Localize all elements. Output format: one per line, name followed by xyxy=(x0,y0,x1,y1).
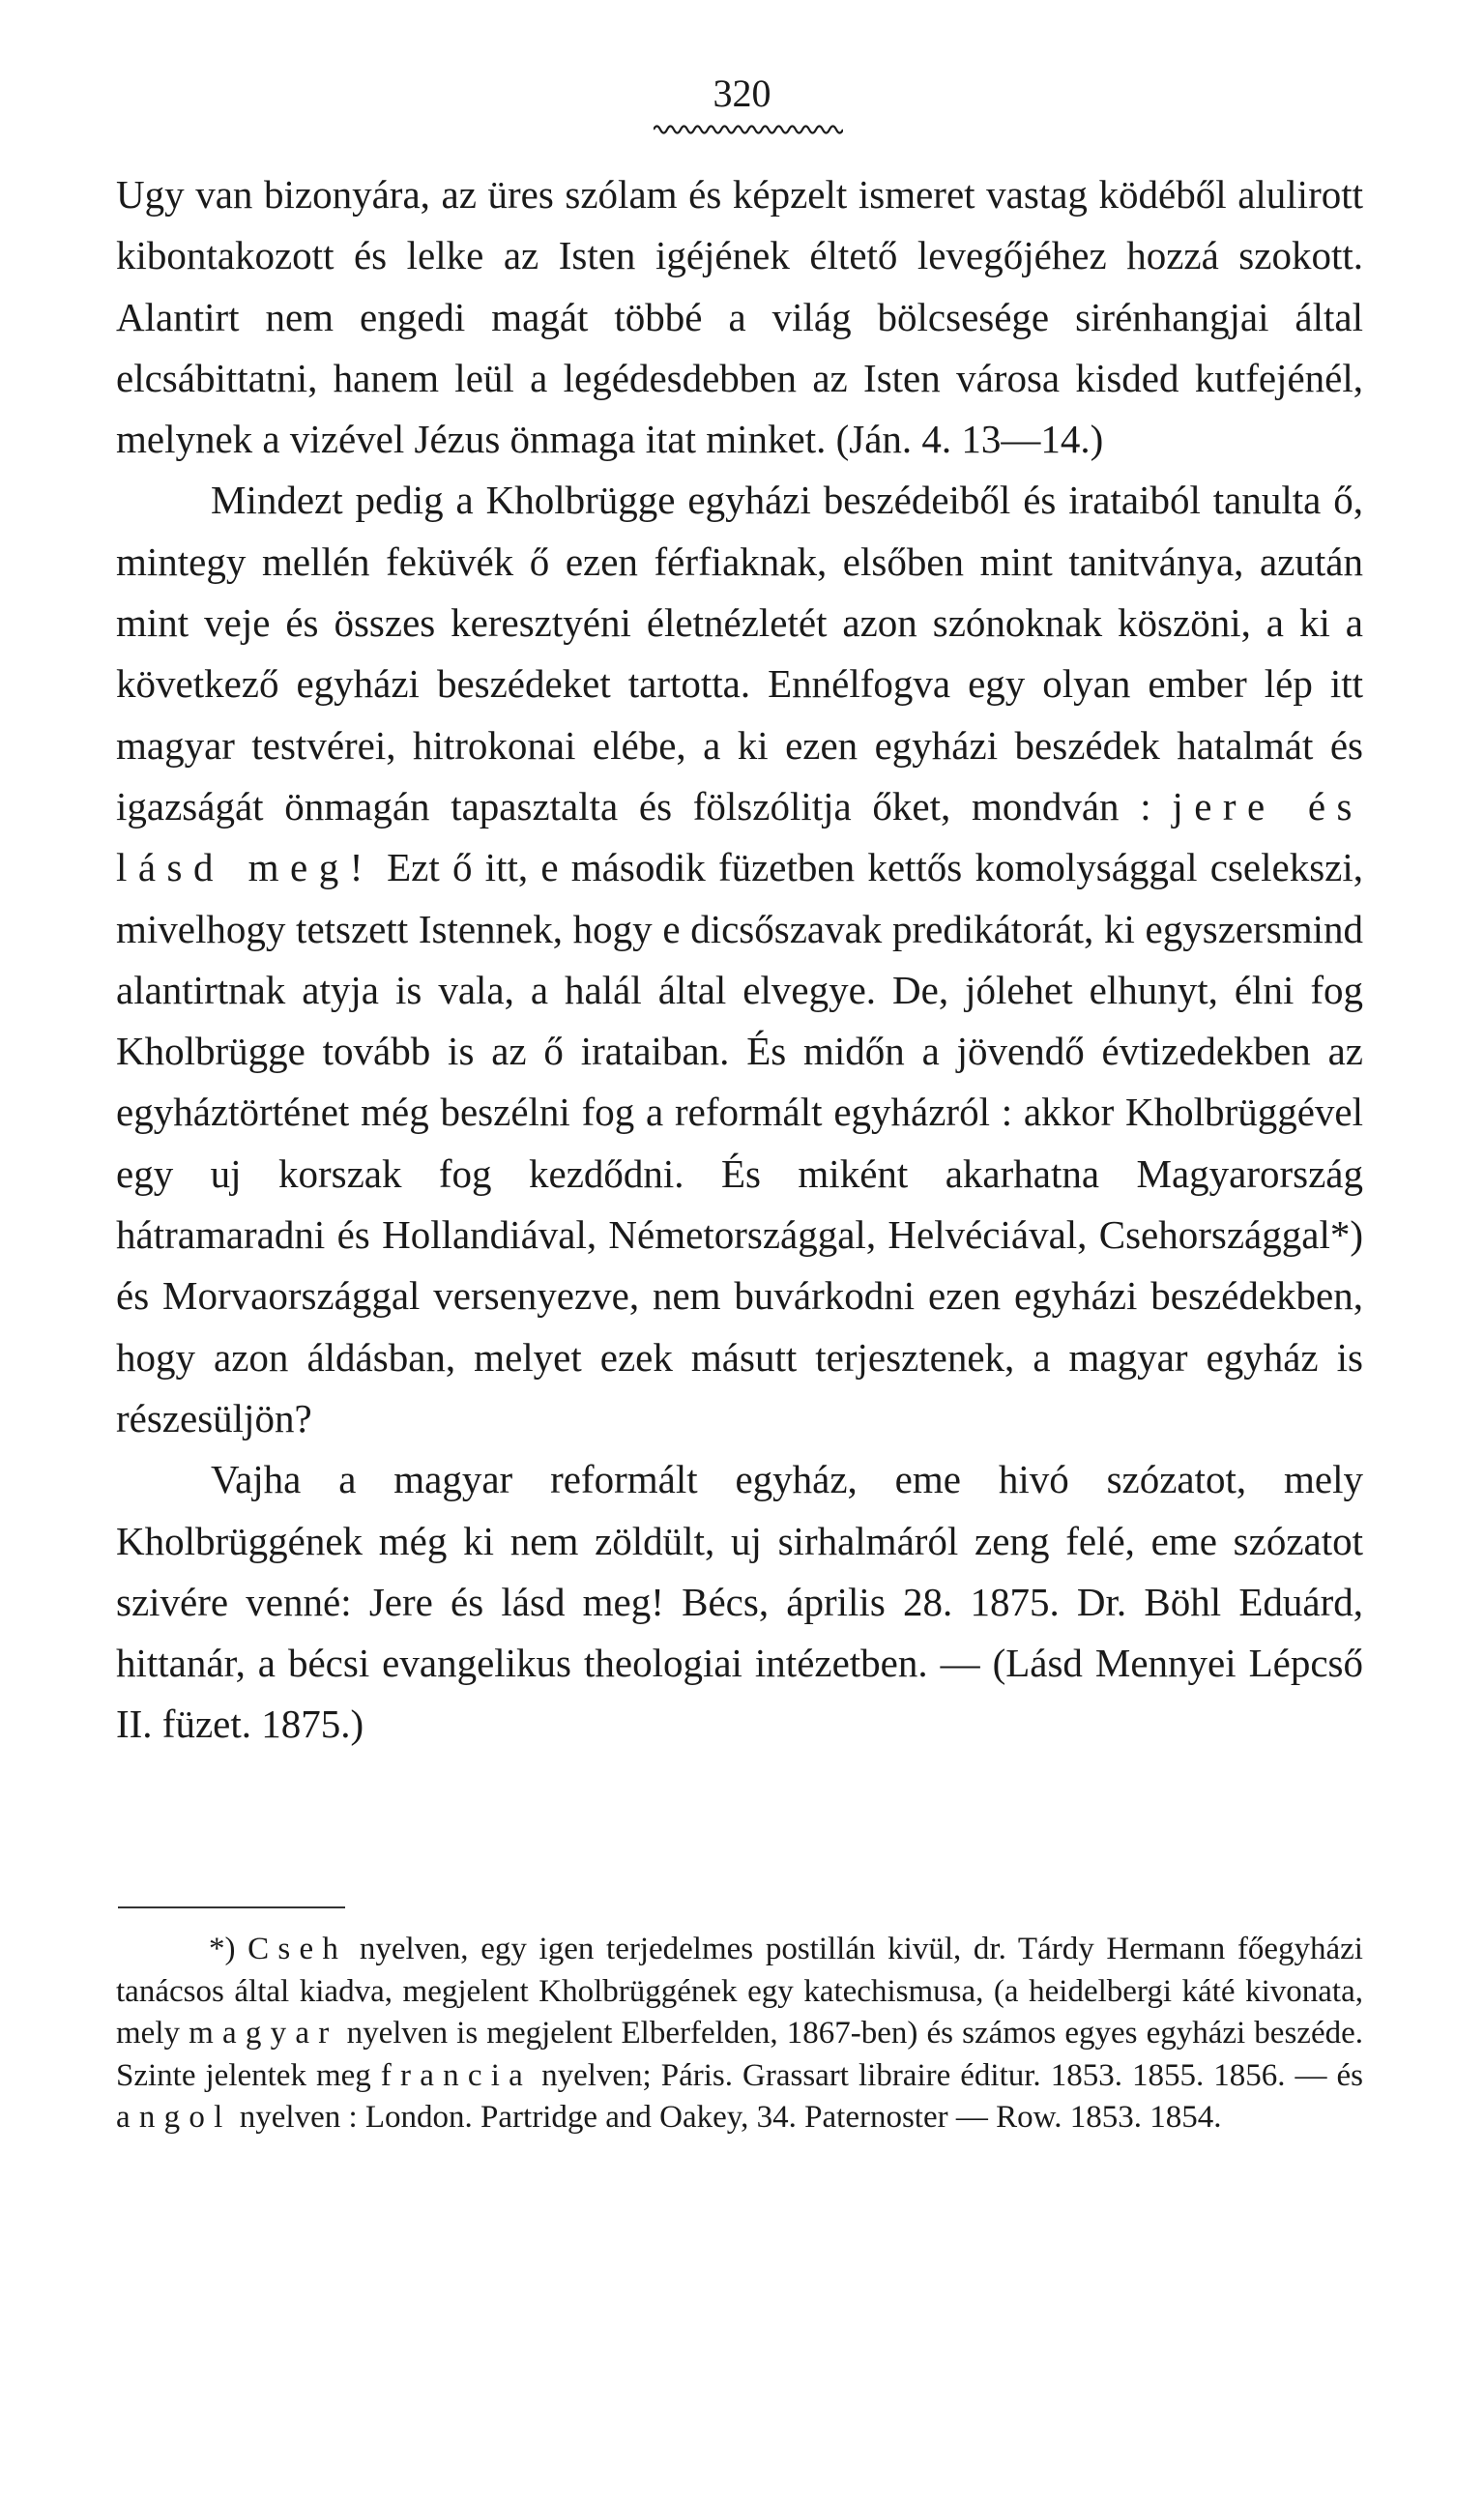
footnote-divider xyxy=(118,1906,345,1908)
main-text xyxy=(116,164,1363,1756)
spaced-phrase: jere és lásd meg! xyxy=(116,783,1363,890)
paragraph-text: Mindezt pedig a Kholbrügge egyházi beszédeiből és irataiból tanulta ő, mintegy mellén feküvék ő ezen férfiaknak, elsőben mint tanitványa, azután mint veje és összes keresztyéni életnézletét azon szónoknak köszöni, a ki a következő egyházi beszédeket tartotta. Ennélfogva egy olyan ember lép itt magyar testvérei, hitrokonai elébe, a ki ezen egyházi beszédek hatalmát és igazságát önmagán tapasztalta és fölszólitja őket, mondván : xyxy=(116,478,1363,829)
spaced-word: francia xyxy=(380,2057,533,2093)
footnote-segment: nyelven; Páris. Grassart libraire éditur. 1853. 1855. 1856. — és xyxy=(532,2057,1363,2093)
paragraph: Ugy van bizonyára, az üres szólam és képzelt ismeret vastag ködéből alulirott kibontakozott és lelke az Isten igéjének éltető levegőjéhez hozzá szokott. Alantirt nem engedi magát többé a világ bölcsesége sirénhangjai által elcsábittatni, hanem leül a legédesdebben az Isten városa kisded kutfejénél, melynek a vizével Jézus önmaga itat minket. (Ján. 4. 13—14.) xyxy=(116,172,1363,462)
paragraph-text: Ezt ő itt, e második füzetben kettős komolysággal cselekszi, mivelhogy tetszett Istennek, hogy e dicsőszavak predikátorát, ki egyszersmind alantirtnak atyja is vala, a halál által elvegye. De, jólehet elhunyt, élni fog Kholbrügge tovább is az ő irataiban. És midőn a jövendő évtizedekben az egyháztörténet még beszélni fog a reformált egyházról : akkor Kholbrüggével egy uj korszak fog kezdődni. És miként akarhatna Magyarország hátramaradni és Hollandiával, Németországgal, Helvéciával, Csehországgal*) és Morvaországgal versenyezve, nem buvárkodni ezen egyházi beszédekben, hogy azon áldásban, melyet ezek másutt terjesztenek, a magyar egyház is részesüljön? xyxy=(116,845,1363,1440)
paragraph xyxy=(116,470,1363,1449)
spaced-word: Cseh xyxy=(247,1932,348,1966)
footnote-segment: nyelven is megjelent Elberfelden, 1867-ben) és számos egyes egyházi beszéde. Szinte jelentek meg xyxy=(116,2016,1363,2093)
page-number: 320 xyxy=(713,72,771,115)
spaced-word: angol xyxy=(116,2100,232,2135)
footnote-segment: nyelven : London. Partridge and Oakey, 34. Paternoster — Row. 1853. 1854. xyxy=(231,2100,1222,2135)
footnote-text xyxy=(116,1929,1363,2139)
spaced-word: magyar xyxy=(189,2016,338,2051)
paragraph: Vajha a magyar reformált egyház, eme hivó szózatot, mely Kholbrüggének még ki nem zöldült, uj sirhalmáról zeng felé, eme szózatot szivére venné: Jere és lásd meg! Bécs, április 28. 1875. Dr. Böhl Eduárd, hittanár, a bécsi evangelikus theologiai intézetben. — (Lásd Mennyei Lépcső II. füzet. 1875.) xyxy=(116,1457,1363,1747)
page-number-ornament xyxy=(654,123,843,136)
footnote-segment: nyelven, egy igen terjedelmes postillán kivül, dr. Tárdy Hermann főegyházi tanácsos által kiadva, megjelent Kholbrüggének egy katechismusa, (a heidelbergi káté kivonata, mely xyxy=(116,1932,1363,2051)
footnote-marker: *) xyxy=(209,1932,248,1966)
footnote xyxy=(116,1929,1363,2139)
